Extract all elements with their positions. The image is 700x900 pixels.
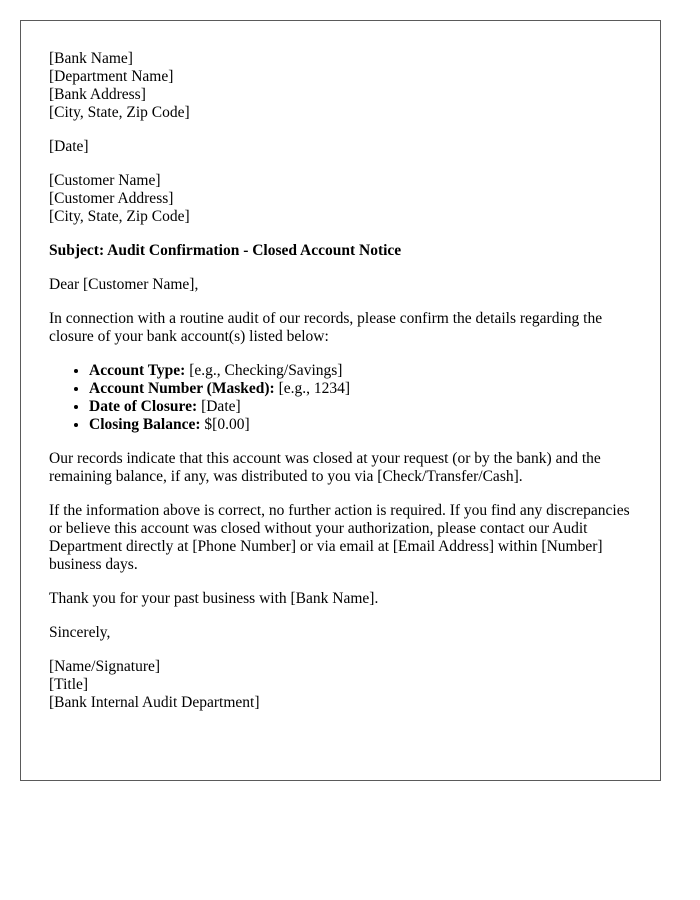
signature-department: [Bank Internal Audit Department] [49,694,260,711]
signature-name: [Name/Signature] [49,658,161,675]
recipient-customer-address: [Customer Address] [49,190,174,207]
detail-value: [Date] [197,398,241,415]
sender-bank-address: [Bank Address] [49,86,146,103]
detail-value: [e.g., 1234] [274,380,351,397]
sender-city-state-zip: [City, State, Zip Code] [49,104,190,121]
detail-label: Closing Balance: [89,416,201,433]
detail-value: [e.g., Checking/Savings] [185,362,343,379]
sender-address-block [49,50,632,122]
closing: Sincerely, [49,624,111,641]
recipient-city-state-zip: [City, State, Zip Code] [49,208,190,225]
detail-label: Account Number (Masked): [89,380,275,397]
date-block [49,138,632,156]
detail-label: Account Type: [89,362,186,379]
recipient-address-block [49,172,632,226]
salutation: Dear [Customer Name], [49,276,199,293]
letter-page [20,20,661,781]
signature-block [49,658,632,712]
detail-value: $[0.00] [200,416,250,433]
letter-date: [Date] [49,138,89,155]
records-paragraph: Our records indicate that this account was closed at your request (or by the bank) and the remaining balance, if any, was distributed to you via [Check/Transfer/Cash]. [49,450,601,485]
detail-account-number [89,380,632,398]
detail-closing-balance [89,416,632,434]
sender-department-name: [Department Name] [49,68,174,85]
action-paragraph: If the information above is correct, no further action is required. If you find any discrepancies or believe this account was closed without your authorization, please contact our Audit Department directly at [Phone Number] or via email at [Email Address] within [Number] business days. [49,502,630,573]
subject-line: Subject: Audit Confirmation - Closed Account Notice [49,242,402,259]
signature-title: [Title] [49,676,89,693]
intro-paragraph: In connection with a routine audit of our records, please confirm the details regarding the closure of your bank account(s) listed below: [49,310,603,345]
detail-account-type [89,362,632,380]
detail-label: Date of Closure: [89,398,198,415]
sender-bank-name: [Bank Name] [49,50,133,67]
thanks-paragraph: Thank you for your past business with [Bank Name]. [49,590,379,607]
recipient-customer-name: [Customer Name] [49,172,161,189]
account-details-list [49,362,632,434]
detail-date-of-closure [89,398,632,416]
